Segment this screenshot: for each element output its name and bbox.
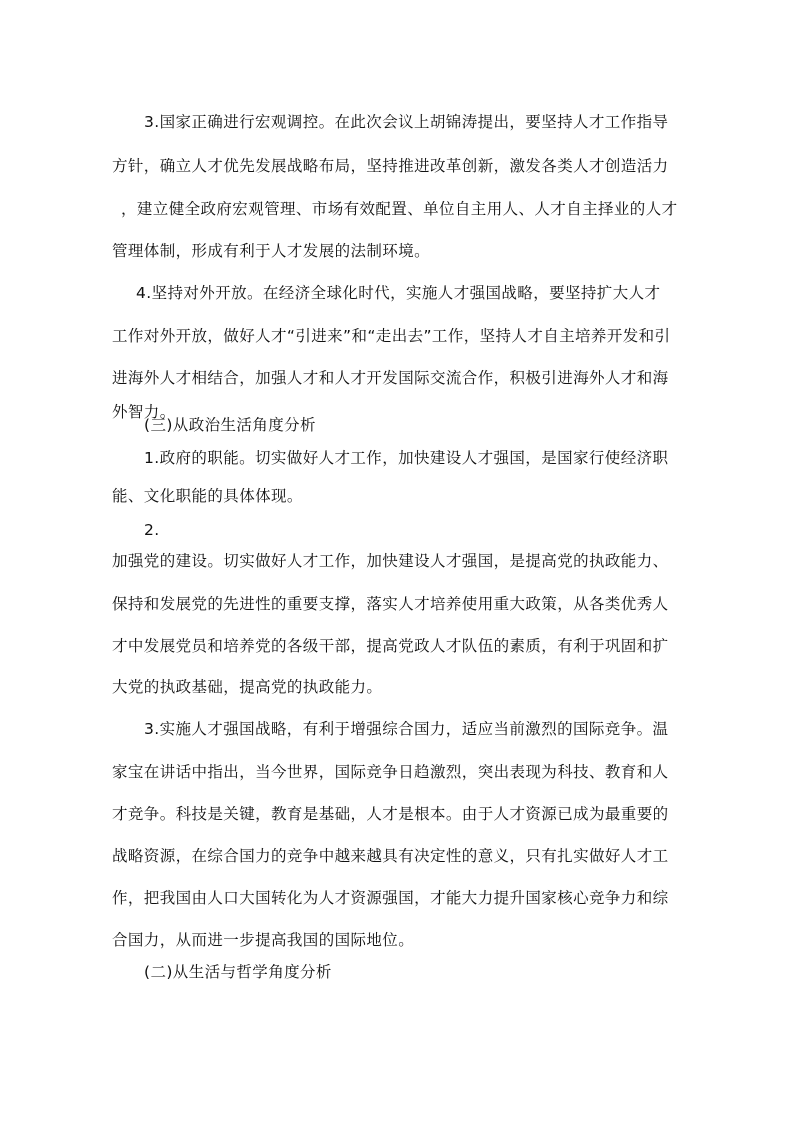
paragraph-line: ，建立健全政府宏观管理、市场有效配置、单位自主用人、人才自主择业的人才 (121, 200, 678, 218)
paragraph-line: 作，把我国由人口大国转化为人才资源强国，才能大力提升国家核心竞争力和综 (112, 889, 669, 907)
paragraph-line: 管理体制，形成有利于人才发展的法制环境。 (112, 242, 431, 260)
paragraph-line: 能、文化职能的具体体现。 (112, 487, 303, 505)
paragraph-line: 工作对外开放，做好人才“引进来”和“走出去”工作，坚持人才自主培养开发和引 (112, 327, 671, 345)
paragraph-line: 合国力，从而进一步提高我国的国际地位。 (112, 931, 415, 949)
paragraph-line: 进海外人才相结合，加强人才和人才开发国际交流合作，积极引进海外人才和海 (112, 369, 669, 387)
paragraph-line: 3.实施人才强国战略，有利于增强综合国力，适应当前激烈的国际竞争。温 (144, 720, 669, 738)
paragraph-line: 4.坚持对外开放。在经济全球化时代，实施人才强国战略，要坚持扩大人才 (136, 284, 661, 302)
paragraph-line: 大党的执政基础，提高党的执政能力。 (112, 678, 383, 696)
paragraph-line: 保持和发展党的先进性的重要支撑，落实人才培养使用重大政策，从各类优秀人 (112, 595, 669, 613)
paragraph-line: 才竞争。科技是关键，教育是基础，人才是根本。由于人才资源已成为最重要的 (112, 805, 669, 823)
paragraph-line: 3.国家正确进行宏观调控。在此次会议上胡锦涛提出，要坚持人才工作指导 (144, 113, 669, 131)
paragraph-line: 家宝在讲话中指出，当今世界，国际竞争日趋激烈，突出表现为科技、教育和人 (112, 763, 669, 781)
paragraph-line: 1.政府的职能。切实做好人才工作，加快建设人才强国，是国家行使经济职 (144, 449, 669, 467)
paragraph-line: 外智力。 (112, 403, 176, 421)
paragraph-line: 才中发展党员和培养党的各级干部，提高党政人才队伍的素质，有利于巩固和扩 (112, 637, 669, 655)
section-heading: (三)从政治生活角度分析 (144, 416, 316, 434)
paragraph-line: 战略资源，在综合国力的竞争中越来越具有决定性的意义，只有扎实做好人才工 (112, 847, 669, 865)
paragraph-line: 方针，确立人才优先发展战略布局，坚持推进改革创新，激发各类人才创造活力 (112, 157, 669, 175)
section-heading: (二)从生活与哲学角度分析 (144, 963, 332, 981)
paragraph-line: 2. (144, 521, 160, 539)
paragraph-line: 加强党的建设。切实做好人才工作，加快建设人才强国，是提高党的执政能力、 (112, 552, 669, 570)
